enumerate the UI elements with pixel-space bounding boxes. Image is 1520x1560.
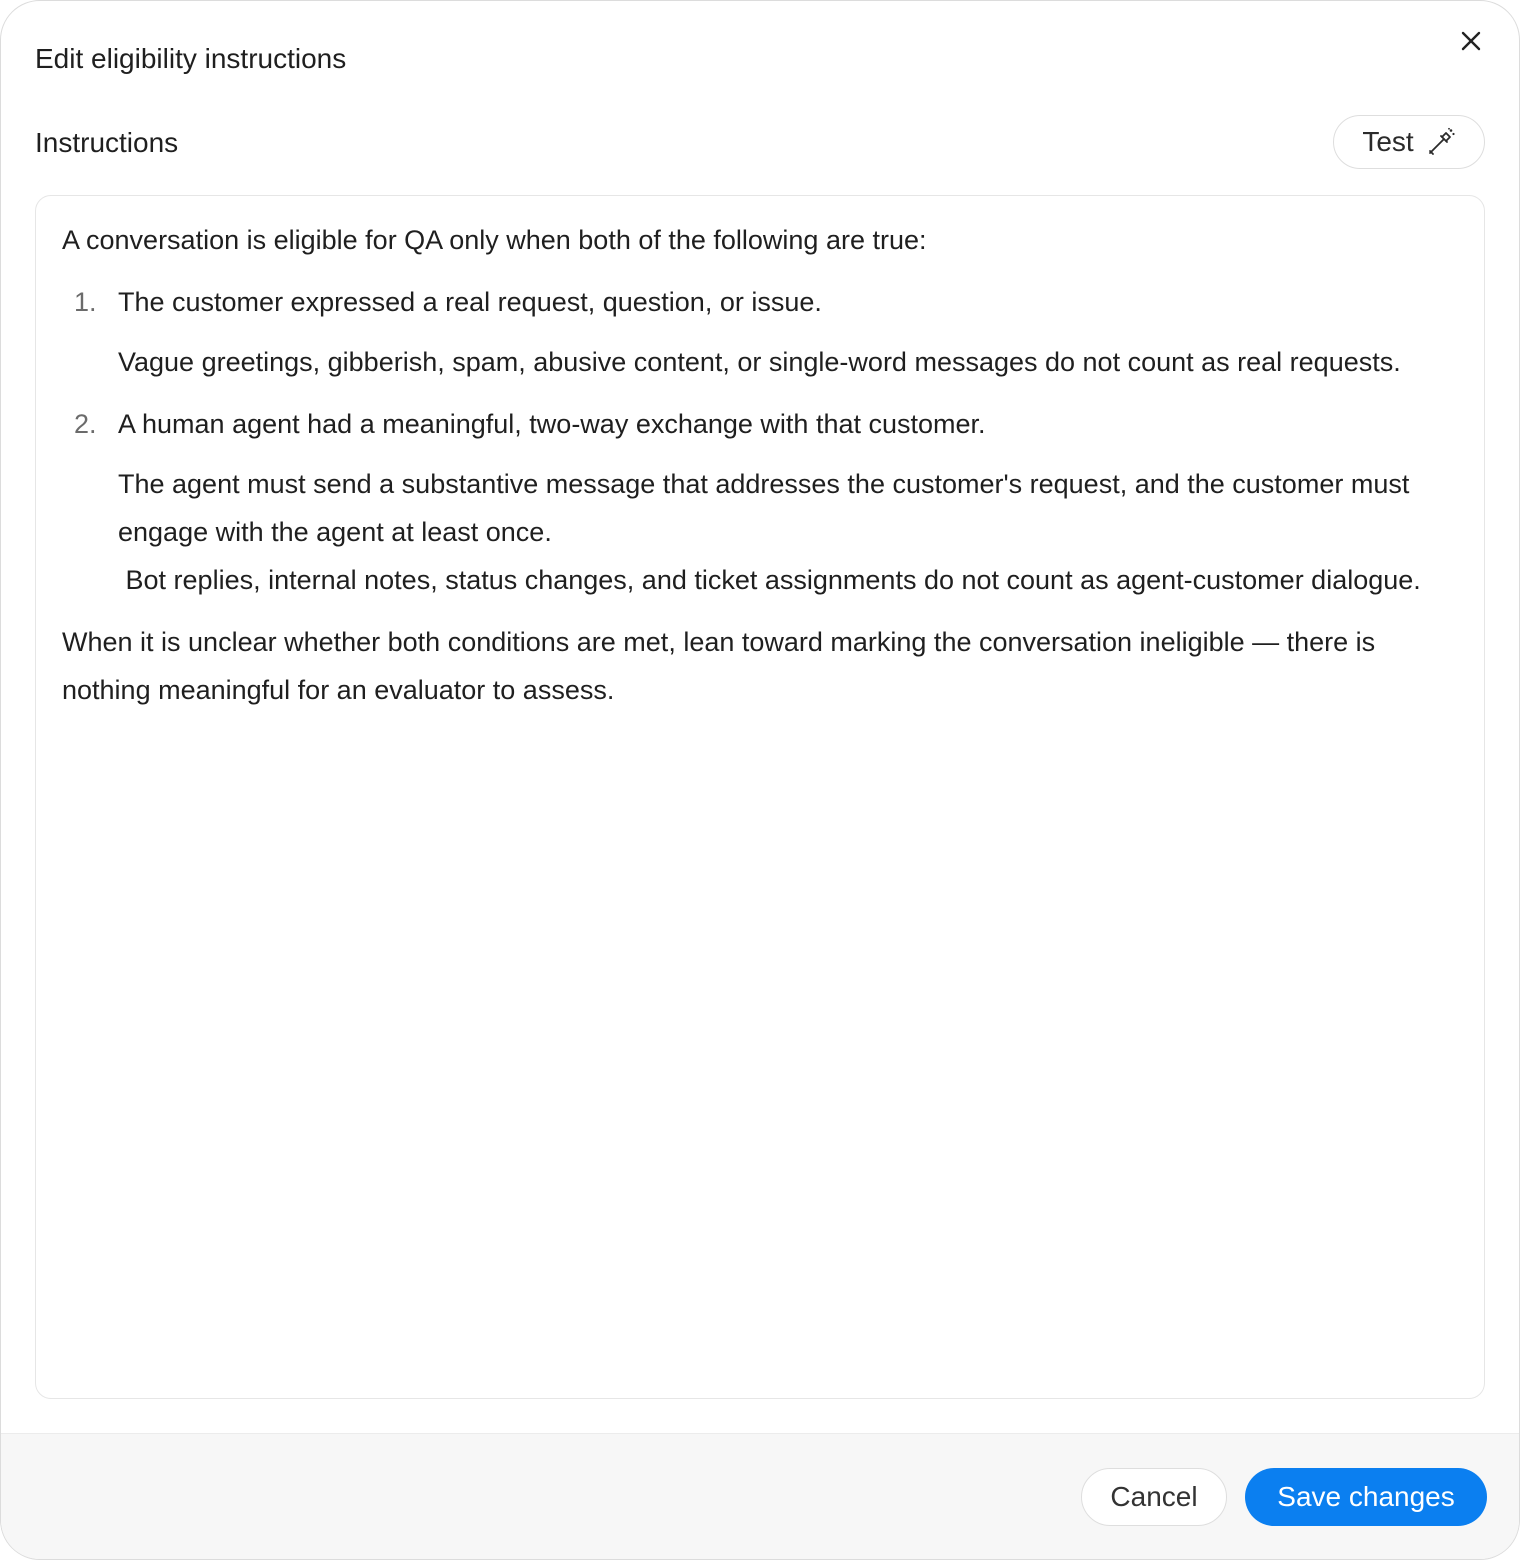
list-item xyxy=(62,278,1458,386)
list-item-detail: The agent must send a substantive message that addresses the customer's request, and the customer must engage with the agent at least once. xyxy=(118,469,1410,547)
dialog-footer xyxy=(1,1433,1519,1560)
save-changes-button[interactable]: Save changes xyxy=(1245,1468,1487,1526)
instructions-intro: A conversation is eligible for QA only when both of the following are true: xyxy=(62,225,927,255)
close-icon xyxy=(1460,30,1482,52)
instructions-editor[interactable] xyxy=(35,195,1485,1399)
list-item-detail: Bot replies, internal notes, status changes, and ticket assignments do not count as agent-customer dialogue. xyxy=(118,565,1421,595)
cancel-button[interactable]: Cancel xyxy=(1081,1468,1227,1526)
conditions-list xyxy=(62,278,1458,604)
list-item-detail: Vague greetings, gibberish, spam, abusive content, or single-word messages do not count as real requests. xyxy=(118,347,1401,377)
list-item-number: 1. xyxy=(74,287,97,317)
instructions-closing: When it is unclear whether both conditions are met, lean toward marking the conversation ineligible — there is nothing meaningful for an evaluator to assess. xyxy=(62,627,1376,705)
test-button[interactable] xyxy=(1333,115,1485,169)
magic-wand-icon xyxy=(1426,127,1456,157)
list-item-lead: The customer expressed a real request, question, or issue. xyxy=(118,287,822,317)
list-item-number: 2. xyxy=(74,409,97,439)
instructions-label: Instructions xyxy=(35,127,179,158)
test-button-label: Test xyxy=(1362,126,1414,157)
list-item-lead: A human agent had a meaningful, two-way exchange with that customer. xyxy=(118,409,986,439)
list-item xyxy=(62,400,1458,604)
close-button[interactable] xyxy=(1453,23,1489,59)
dialog-title: Edit eligibility instructions xyxy=(35,43,347,74)
